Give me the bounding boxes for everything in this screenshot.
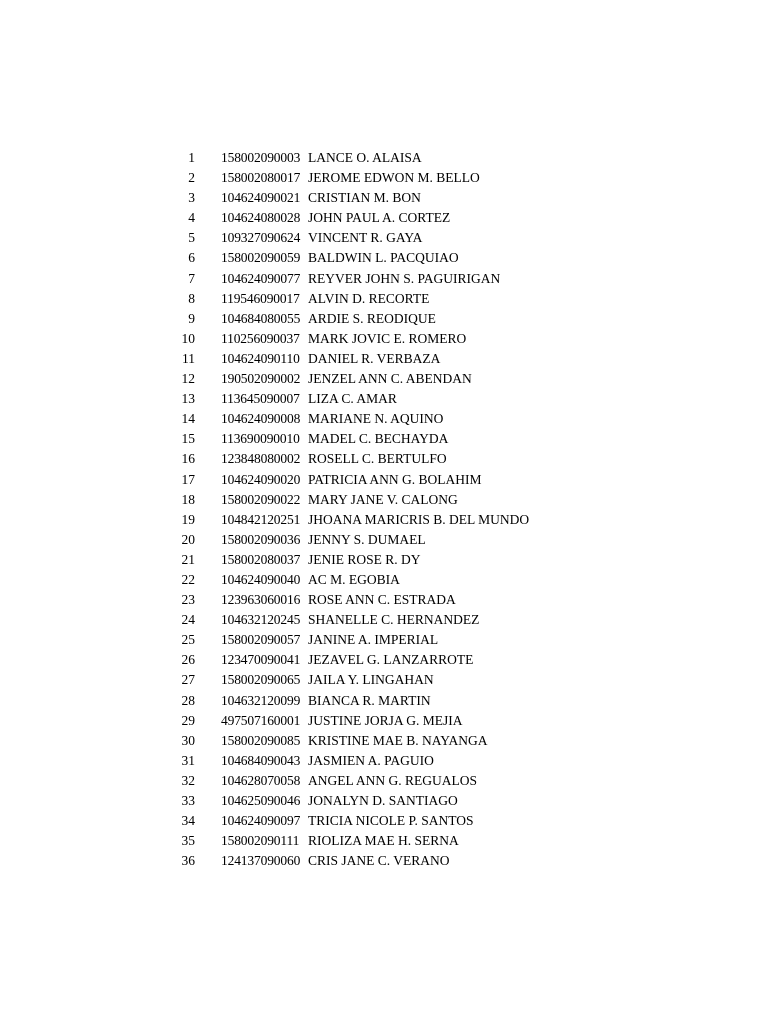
row-number: 9 xyxy=(188,310,195,326)
row-number: 14 xyxy=(181,411,195,427)
row-number: 23 xyxy=(181,592,195,608)
student-name: MADEL C. BECHAYDA xyxy=(308,431,449,447)
row-number: 16 xyxy=(181,451,195,467)
student-id: 104684090043 xyxy=(221,752,301,768)
student-id: 104624090021 xyxy=(221,190,301,206)
student-name: MARIANE N. AQUINO xyxy=(308,411,444,427)
student-name: JEZAVEL G. LANZARROTE xyxy=(308,652,474,668)
student-id: 104624090020 xyxy=(221,471,301,487)
list-item xyxy=(0,791,768,811)
student-id: 104624080028 xyxy=(221,210,301,226)
list-item xyxy=(0,168,768,188)
row-number: 21 xyxy=(181,551,195,567)
student-id: 158002090111 xyxy=(221,833,300,849)
row-number: 17 xyxy=(181,471,195,487)
student-name: LIZA C. AMAR xyxy=(308,391,397,407)
list-item xyxy=(0,409,768,429)
list-item xyxy=(0,490,768,510)
list-item xyxy=(0,851,768,871)
student-name: SHANELLE C. HERNANDEZ xyxy=(308,612,480,628)
list-item xyxy=(0,650,768,670)
list-item xyxy=(0,610,768,630)
student-id: 104624090097 xyxy=(221,813,301,829)
row-number: 12 xyxy=(181,371,195,387)
student-name: DANIEL R. VERBAZA xyxy=(308,350,441,366)
row-number: 24 xyxy=(181,612,195,628)
row-number: 6 xyxy=(188,250,195,266)
student-name: JHOANA MARICRIS B. DEL MUNDO xyxy=(308,511,530,527)
student-id: 123963060016 xyxy=(221,592,301,608)
list-item xyxy=(0,188,768,208)
row-number: 34 xyxy=(181,813,195,829)
student-name: PATRICIA ANN G. BOLAHIM xyxy=(308,471,482,487)
list-item xyxy=(0,449,768,469)
student-id: 123848080002 xyxy=(221,451,301,467)
list-item xyxy=(0,248,768,268)
row-number: 26 xyxy=(181,652,195,668)
student-id: 158002080017 xyxy=(221,170,301,186)
list-item xyxy=(0,550,768,570)
list-item xyxy=(0,429,768,449)
row-number: 3 xyxy=(188,190,195,206)
student-id: 158002090065 xyxy=(221,672,301,688)
row-number: 15 xyxy=(181,431,195,447)
list-item xyxy=(0,269,768,289)
row-number: 8 xyxy=(188,290,195,306)
list-item xyxy=(0,771,768,791)
student-id: 158002090003 xyxy=(221,150,301,165)
list-item xyxy=(0,470,768,490)
list-item xyxy=(0,831,768,851)
list-item xyxy=(0,510,768,530)
student-id: 104624090008 xyxy=(221,411,301,427)
row-number: 11 xyxy=(182,350,195,366)
row-number: 19 xyxy=(181,511,195,527)
row-number: 29 xyxy=(181,712,195,728)
student-id: 110256090037 xyxy=(221,330,300,346)
student-id: 104628070058 xyxy=(221,772,301,788)
student-name: ANGEL ANN G. REGUALOS xyxy=(308,772,477,788)
row-number: 33 xyxy=(181,793,195,808)
student-name: JANINE A. IMPERIAL xyxy=(308,632,439,648)
row-number: 10 xyxy=(181,330,195,346)
list-item xyxy=(0,590,768,610)
list-item xyxy=(0,670,768,690)
student-id: 104624090077 xyxy=(221,270,301,286)
student-name: JENIE ROSE R. DY xyxy=(308,551,421,567)
student-name: ROSELL C. BERTULFO xyxy=(308,451,447,467)
student-name: VINCENT R. GAYA xyxy=(308,230,423,246)
list-item xyxy=(0,148,768,168)
student-id: 497507160001 xyxy=(221,712,301,728)
list-item xyxy=(0,530,768,550)
row-number: 35 xyxy=(181,833,195,849)
student-name: JAILA Y. LINGAHAN xyxy=(308,672,434,688)
list-item xyxy=(0,228,768,248)
row-number: 28 xyxy=(181,692,195,708)
row-number: 5 xyxy=(188,230,195,246)
row-number: 22 xyxy=(181,571,195,587)
student-name: MARY JANE V. CALONG xyxy=(308,491,458,507)
student-id: 158002090085 xyxy=(221,732,301,748)
list-item xyxy=(0,309,768,329)
student-id: 113690090010 xyxy=(221,431,300,447)
student-name: CRISTIAN M. BON xyxy=(308,190,421,206)
student-id: 158002090057 xyxy=(221,632,301,648)
student-name: ARDIE S. REODIQUE xyxy=(308,310,436,326)
list-item xyxy=(0,329,768,349)
row-number: 13 xyxy=(181,391,195,407)
list-item xyxy=(0,711,768,731)
student-name: ALVIN D. RECORTE xyxy=(308,290,430,306)
row-number: 27 xyxy=(181,672,195,688)
student-name: ROSE ANN C. ESTRADA xyxy=(308,592,456,608)
student-list xyxy=(0,148,768,871)
student-id: 104684080055 xyxy=(221,310,301,326)
student-id: 104632120245 xyxy=(221,612,301,628)
student-id: 119546090017 xyxy=(221,290,300,306)
student-id: 124137090060 xyxy=(221,853,301,869)
row-number: 2 xyxy=(188,170,195,186)
row-number: 25 xyxy=(181,632,195,648)
list-item xyxy=(0,751,768,771)
student-name: JASMIEN A. PAGUIO xyxy=(308,752,434,768)
student-name: JONALYN D. SANTIAGO xyxy=(308,793,458,808)
student-id: 158002090036 xyxy=(221,531,301,547)
row-number: 36 xyxy=(181,853,195,869)
student-id: 190502090002 xyxy=(221,371,301,387)
list-item xyxy=(0,731,768,751)
student-name: TRICIA NICOLE P. SANTOS xyxy=(308,813,474,829)
list-item xyxy=(0,289,768,309)
student-name: BALDWIN L. PACQUIAO xyxy=(308,250,459,266)
student-id: 158002080037 xyxy=(221,551,301,567)
student-id: 109327090624 xyxy=(221,230,301,246)
list-item xyxy=(0,691,768,711)
row-number: 1 xyxy=(188,150,195,165)
student-name: MARK JOVIC E. ROMERO xyxy=(308,330,467,346)
row-number: 30 xyxy=(181,732,195,748)
row-number: 31 xyxy=(181,752,195,768)
list-item xyxy=(0,208,768,228)
student-name: RIOLIZA MAE H. SERNA xyxy=(308,833,459,849)
list-item xyxy=(0,369,768,389)
student-id: 158002090059 xyxy=(221,250,301,266)
student-name: REYVER JOHN S. PAGUIRIGAN xyxy=(308,270,501,286)
student-name: CRIS JANE C. VERANO xyxy=(308,853,450,869)
list-item xyxy=(0,389,768,409)
student-name: AC M. EGOBIA xyxy=(308,571,400,587)
student-id: 104632120099 xyxy=(221,692,301,708)
student-id: 104625090046 xyxy=(221,793,301,808)
student-name: JEROME EDWON M. BELLO xyxy=(308,170,480,186)
student-name: JUSTINE JORJA G. MEJIA xyxy=(308,712,463,728)
student-name: JENNY S. DUMAEL xyxy=(308,531,426,547)
list-item xyxy=(0,630,768,650)
row-number: 18 xyxy=(181,491,195,507)
student-id: 104624090110 xyxy=(221,350,300,366)
student-id: 113645090007 xyxy=(221,391,300,407)
row-number: 7 xyxy=(188,270,195,286)
row-number: 32 xyxy=(181,772,195,788)
list-item xyxy=(0,349,768,369)
student-name: BIANCA R. MARTIN xyxy=(308,692,431,708)
student-name: JOHN PAUL A. CORTEZ xyxy=(308,210,451,226)
row-number: 4 xyxy=(188,210,195,226)
student-name: JENZEL ANN C. ABENDAN xyxy=(308,371,472,387)
student-name: LANCE O. ALAISA xyxy=(308,150,422,165)
student-id: 123470090041 xyxy=(221,652,301,668)
list-item xyxy=(0,811,768,831)
row-number: 20 xyxy=(181,531,195,547)
student-id: 104842120251 xyxy=(221,511,301,527)
student-name: KRISTINE MAE B. NAYANGA xyxy=(308,732,488,748)
student-id: 104624090040 xyxy=(221,571,301,587)
list-item xyxy=(0,570,768,590)
student-id: 158002090022 xyxy=(221,491,301,507)
